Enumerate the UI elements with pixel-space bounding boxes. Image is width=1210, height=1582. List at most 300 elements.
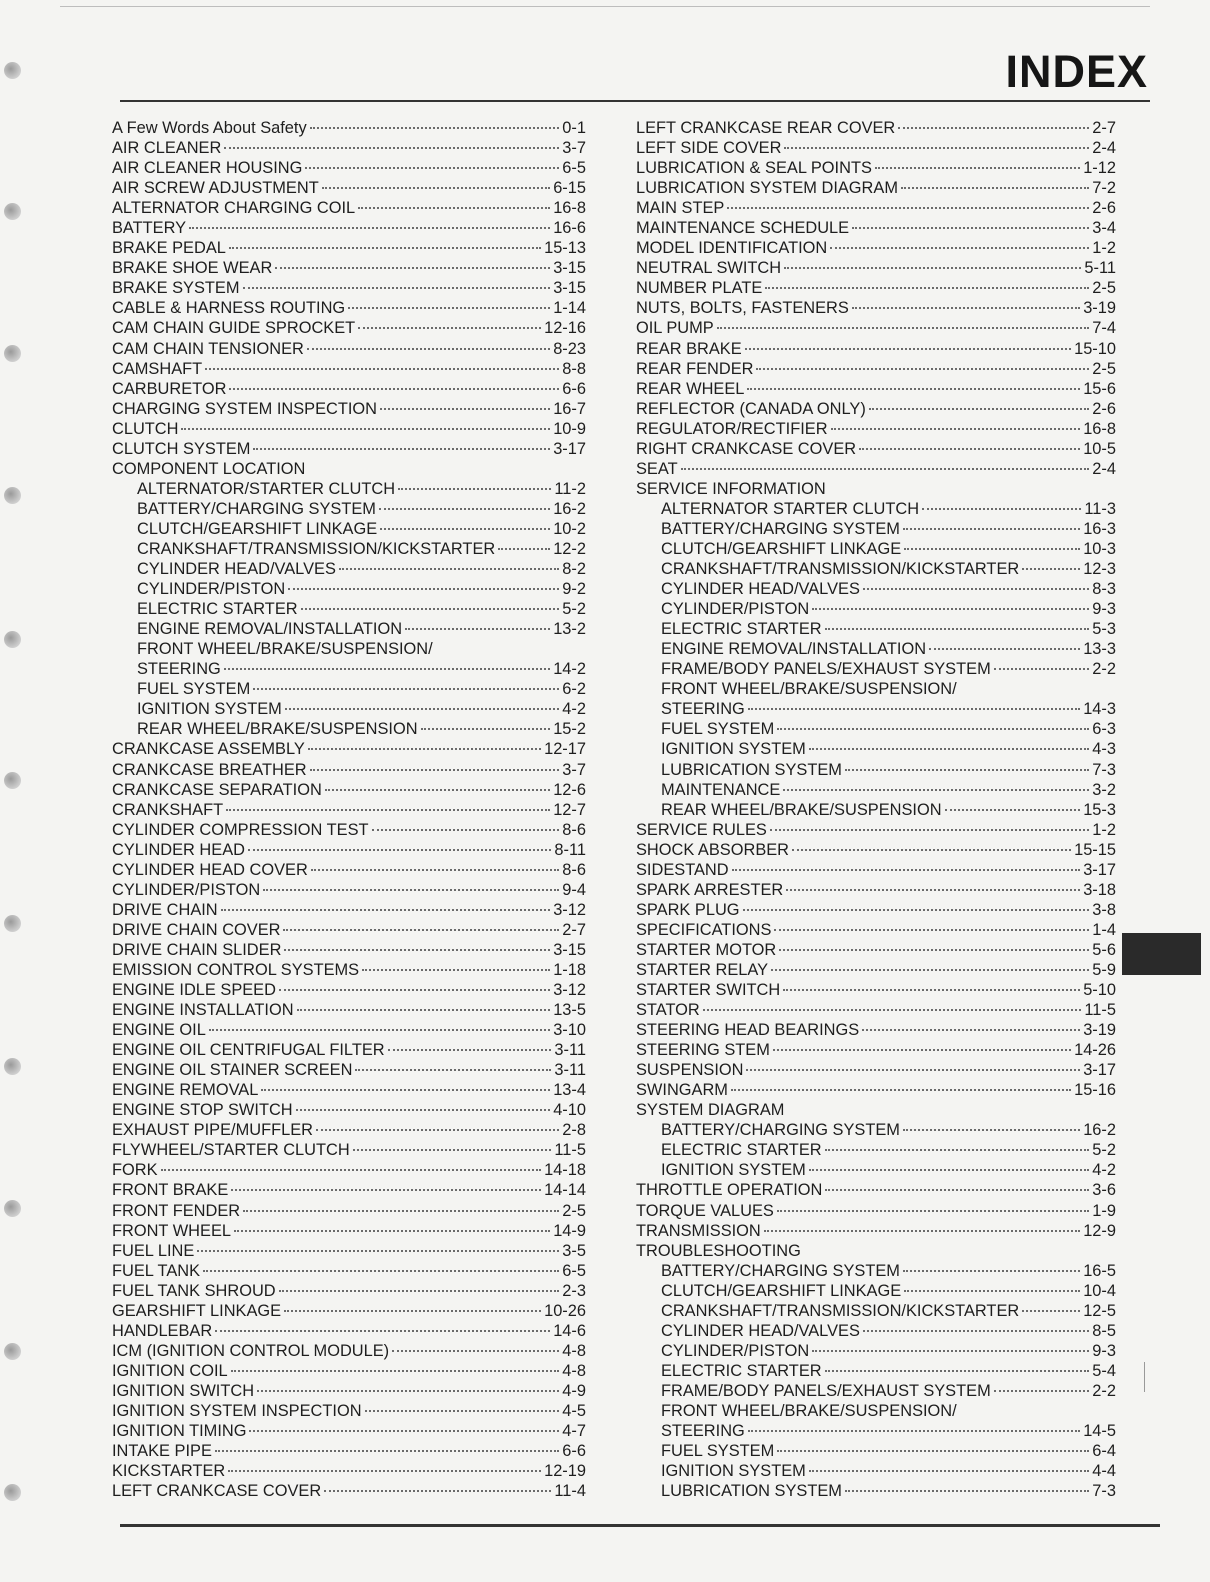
index-entry [112, 840, 586, 860]
dot-leader [226, 809, 550, 811]
index-entry [112, 298, 586, 318]
index-entry [112, 238, 586, 258]
entry-label: REFLECTOR (CANADA ONLY) [636, 399, 866, 418]
dot-leader [405, 628, 550, 630]
entry-page-number: 2-4 [1092, 459, 1116, 478]
entry-page-number: 15-6 [1083, 379, 1116, 398]
dot-leader [859, 448, 1080, 450]
entry-label: SPARK ARRESTER [636, 880, 784, 899]
index-entry [112, 1261, 586, 1281]
dot-leader [310, 769, 560, 771]
index-entry [112, 379, 586, 399]
dot-leader [901, 187, 1089, 189]
entry-label: CLUTCH/GEARSHIFT LINKAGE [137, 519, 378, 538]
entry-label: CAMSHAFT [112, 359, 203, 378]
entry-label: FUEL SYSTEM [661, 720, 775, 739]
entry-page-number: 10-5 [1083, 439, 1116, 458]
entry-label: SWINGARM [636, 1081, 728, 1100]
entry-page-number: 7-3 [1092, 760, 1116, 779]
entry-page-number: 10-26 [544, 1301, 586, 1320]
binder-hole-icon [4, 62, 21, 79]
index-entry [112, 1140, 586, 1160]
entry-page-number: 5-4 [1092, 1361, 1116, 1380]
dot-leader [825, 1370, 1090, 1372]
entry-label: LUBRICATION SYSTEM DIAGRAM [636, 179, 898, 198]
dot-leader [777, 1450, 1089, 1452]
index-entry [636, 1080, 1116, 1100]
entry-label: BATTERY/CHARGING SYSTEM [661, 519, 900, 538]
index-entry [112, 479, 586, 499]
dot-leader [288, 588, 559, 590]
dot-leader [764, 1230, 1080, 1232]
entry-page-number: 3-17 [553, 439, 586, 458]
entry-label: TROUBLESHOOTING [636, 1241, 801, 1260]
dot-leader [809, 748, 1090, 750]
index-entry [636, 1341, 1116, 1361]
index-entry [112, 940, 586, 960]
entry-page-number: 16-7 [553, 399, 586, 418]
entry-label: THROTTLE OPERATION [636, 1181, 823, 1200]
index-entry [636, 158, 1116, 178]
index-entry [112, 619, 586, 639]
entry-page-number: 3-12 [553, 981, 586, 1000]
dot-leader [365, 1410, 560, 1412]
entry-page-number: 5-9 [1092, 960, 1116, 979]
entry-page-number: 11-5 [1084, 1001, 1116, 1020]
dot-leader [248, 849, 551, 851]
dot-leader [316, 1129, 559, 1131]
entry-label: FLYWHEEL/STARTER CLUTCH [112, 1141, 350, 1160]
entry-label: STEERING STEM [636, 1041, 770, 1060]
entry-page-number: 6-3 [1092, 720, 1116, 739]
entry-page-number: 7-4 [1092, 319, 1116, 338]
dot-leader [1022, 568, 1080, 570]
index-entry [112, 1020, 586, 1040]
dot-leader [748, 708, 1080, 710]
index-entry [636, 559, 1116, 579]
binder-hole-icon [4, 1343, 21, 1360]
entry-label: ELECTRIC STARTER [661, 1361, 822, 1380]
entry-label: ENGINE REMOVAL/INSTALLATION [661, 640, 927, 659]
index-column-left [112, 118, 586, 1501]
index-entry [112, 679, 586, 699]
index-entry [636, 1020, 1116, 1040]
entry-label: FRAME/BODY PANELS/EXHAUST SYSTEM [661, 660, 991, 679]
entry-label: DRIVE CHAIN COVER [112, 920, 281, 939]
entry-label: REAR BRAKE [636, 339, 742, 358]
entry-label: IGNITION SYSTEM [661, 1161, 806, 1180]
entry-label: ALTERNATOR CHARGING COIL [112, 199, 356, 218]
entry-page-number: 8-3 [1092, 580, 1116, 599]
entry-page-number: 3-2 [1092, 780, 1116, 799]
entry-page-number: 9-3 [1092, 600, 1116, 619]
entry-label: ENGINE OIL STAINER SCREEN [112, 1061, 353, 1080]
index-entry [112, 1160, 586, 1180]
index-entry [636, 1040, 1116, 1060]
index-entry [636, 499, 1116, 519]
index-entry [112, 519, 586, 539]
index-heading [636, 1241, 1116, 1261]
dot-leader [830, 247, 1089, 249]
index-entry [112, 1080, 586, 1100]
dot-leader [372, 829, 560, 831]
entry-page-number: 2-6 [1092, 399, 1116, 418]
index-entry [112, 1461, 586, 1481]
index-entry [636, 900, 1116, 920]
entry-label: A Few Words About Safety [112, 119, 307, 137]
dot-leader [774, 929, 1089, 931]
index-entry [636, 1120, 1116, 1140]
dot-leader [229, 388, 559, 390]
index-entry [636, 760, 1116, 780]
index-entry [112, 278, 586, 298]
dot-leader [209, 1029, 550, 1031]
entry-page-number: 8-6 [562, 860, 586, 879]
entry-label: STEERING HEAD BEARINGS [636, 1021, 860, 1040]
dot-leader [765, 287, 1089, 289]
entry-label: CYLINDER HEAD/VALVES [661, 580, 860, 599]
entry-label: SERVICE INFORMATION [636, 479, 826, 498]
dot-leader [310, 127, 560, 129]
entry-page-number: 13-5 [553, 1001, 586, 1020]
entry-page-number: 9-2 [562, 580, 586, 599]
entry-label: IGNITION COIL [112, 1361, 228, 1380]
entry-page-number: 14-3 [1083, 700, 1116, 719]
dot-leader [279, 989, 550, 991]
index-entry [636, 379, 1116, 399]
binder-hole-icon [4, 915, 21, 932]
entry-label: ELECTRIC STARTER [137, 600, 298, 619]
dot-leader [305, 167, 559, 169]
entry-page-number: 2-8 [562, 1121, 586, 1140]
index-entry [112, 800, 586, 820]
entry-page-number: 2-5 [562, 1201, 586, 1220]
entry-page-number: 10-2 [553, 519, 586, 538]
entry-page-number: 14-14 [544, 1181, 586, 1200]
entry-label: SERVICE RULES [636, 820, 767, 839]
entry-label: FUEL TANK [112, 1261, 201, 1280]
entry-page-number: 16-6 [553, 219, 586, 238]
dot-leader [903, 1270, 1080, 1272]
index-entry [112, 1120, 586, 1140]
entry-page-number: 3-11 [554, 1061, 586, 1080]
index-entry [112, 880, 586, 900]
index-entry [636, 940, 1116, 960]
index-entry [112, 1281, 586, 1301]
binder-hole-icon [4, 1058, 21, 1075]
entry-page-number: 5-11 [1084, 259, 1116, 278]
entry-page-number: 8-23 [553, 339, 586, 358]
entry-label: CLUTCH/GEARSHIFT LINKAGE [661, 1281, 902, 1300]
dot-leader [852, 227, 1089, 229]
index-entry [112, 1180, 586, 1200]
index-entry [112, 539, 586, 559]
dot-leader [253, 688, 559, 690]
index-entry [636, 439, 1116, 459]
title-rule [120, 100, 1150, 102]
index-entry [112, 1301, 586, 1321]
entry-label: TRANSMISSION [636, 1221, 761, 1240]
entry-label: ENGINE INSTALLATION [112, 1001, 294, 1020]
entry-label: LEFT SIDE COVER [636, 139, 782, 158]
entry-label: LEFT CRANKCASE REAR COVER [636, 119, 896, 137]
index-entry [112, 820, 586, 840]
entry-page-number: 3-19 [1083, 299, 1116, 318]
dot-leader [783, 989, 1080, 991]
entry-label: STARTER RELAY [636, 960, 769, 979]
index-entry [112, 719, 586, 739]
index-entry [636, 820, 1116, 840]
index-entry [112, 258, 586, 278]
dot-leader [308, 748, 541, 750]
dot-leader [358, 207, 550, 209]
index-entry [112, 960, 586, 980]
entry-page-number: 0-1 [562, 119, 586, 137]
index-entry [636, 920, 1116, 940]
dot-leader [994, 668, 1090, 670]
entry-page-number: 12-7 [553, 800, 586, 819]
entry-page-number: 4-4 [1092, 1462, 1116, 1481]
entry-page-number: 3-18 [1083, 880, 1116, 899]
entry-page-number: 2-5 [1092, 359, 1116, 378]
index-entry [636, 1421, 1116, 1441]
index-entry [112, 1441, 586, 1461]
binder-hole-icon [4, 631, 21, 648]
entry-label: AIR CLEANER [112, 139, 222, 158]
index-entry [112, 760, 586, 780]
entry-page-number: 4-8 [562, 1341, 586, 1360]
entry-page-number: 12-9 [1083, 1221, 1116, 1240]
index-entry [636, 1160, 1116, 1180]
entry-label: LUBRICATION & SEAL POINTS [636, 159, 872, 178]
dot-leader [681, 468, 1090, 470]
dot-leader [353, 1149, 552, 1151]
entry-label: ELECTRIC STARTER [661, 1141, 822, 1160]
dot-leader [825, 1189, 1089, 1191]
binder-hole-icon [4, 1200, 21, 1217]
entry-page-number: 1-18 [553, 960, 586, 979]
index-entry [112, 359, 586, 379]
entry-page-number: 11-5 [554, 1141, 586, 1160]
entry-label: ENGINE OIL [112, 1021, 206, 1040]
entry-page-number: 2-6 [1092, 199, 1116, 218]
entry-label: INTAKE PIPE [112, 1442, 212, 1461]
entry-page-number: 1-2 [1092, 820, 1116, 839]
dot-leader [253, 448, 550, 450]
index-entry [636, 298, 1116, 318]
dot-leader [783, 789, 1089, 791]
entry-label: NUTS, BOLTS, FASTENERS [636, 299, 849, 318]
index-entry [636, 1321, 1116, 1341]
index-entry [112, 980, 586, 1000]
dot-leader [777, 1210, 1089, 1212]
entry-label: ENGINE REMOVAL/INSTALLATION [137, 620, 403, 639]
entry-label: FUEL LINE [112, 1241, 195, 1260]
index-entry [636, 198, 1116, 218]
dot-leader [261, 1089, 550, 1091]
index-entry [112, 118, 586, 138]
dot-leader [324, 1490, 551, 1492]
dot-leader [863, 1330, 1089, 1332]
entry-label: ENGINE OIL CENTRIFUGAL FILTER [112, 1041, 385, 1060]
entry-label: TORQUE VALUES [636, 1201, 774, 1220]
dot-leader [898, 127, 1089, 129]
index-heading [636, 479, 1116, 499]
entry-page-number: 8-11 [554, 840, 586, 859]
index-entry [636, 419, 1116, 439]
index-entry [636, 399, 1116, 419]
dot-leader [831, 428, 1081, 430]
entry-label: IGNITION SYSTEM [661, 1462, 806, 1481]
entry-page-number: 3-12 [553, 900, 586, 919]
entry-label: IGNITION SYSTEM INSPECTION [112, 1402, 362, 1420]
dot-leader [812, 1350, 1089, 1352]
binder-hole-icon [4, 203, 21, 220]
entry-label: FUEL SYSTEM [137, 680, 251, 699]
dot-leader [285, 708, 560, 710]
entry-label: STARTER SWITCH [636, 981, 781, 1000]
entry-label: IGNITION SWITCH [112, 1381, 255, 1400]
dot-leader [747, 388, 1080, 390]
entry-label: CRANKSHAFT [112, 800, 224, 819]
entry-page-number: 7-3 [1092, 1482, 1116, 1501]
entry-page-number: 1-2 [1092, 239, 1116, 258]
entry-label: IGNITION SYSTEM [137, 700, 282, 719]
index-entry [636, 639, 1116, 659]
entry-label: SIDESTAND [636, 860, 729, 879]
entry-label: NEUTRAL SWITCH [636, 259, 782, 278]
index-entry [112, 1221, 586, 1241]
entry-label: REAR WHEEL/BRAKE/SUSPENSION [137, 720, 418, 739]
entry-label: DRIVE CHAIN [112, 900, 218, 919]
entry-label: SEAT [636, 459, 678, 478]
dot-leader [257, 1390, 559, 1392]
index-entry [636, 258, 1116, 278]
entry-label: FRONT WHEEL/BRAKE/SUSPENSION/ [137, 640, 433, 659]
entry-label: RIGHT CRANKCASE COVER [636, 439, 857, 458]
index-entry [112, 218, 586, 238]
entry-label: DRIVE CHAIN SLIDER [112, 940, 282, 959]
index-entry [112, 1241, 586, 1261]
entry-label: KICKSTARTER [112, 1462, 226, 1481]
index-entry [636, 659, 1116, 679]
entry-label: BATTERY/CHARGING SYSTEM [661, 1121, 900, 1140]
dot-leader [224, 668, 550, 670]
entry-label: CLUTCH SYSTEM [112, 439, 251, 458]
entry-label: IGNITION SYSTEM [661, 740, 806, 759]
index-heading [636, 1401, 1116, 1421]
index-entry [112, 499, 586, 519]
entry-page-number: 3-15 [553, 259, 586, 278]
entry-label: HANDLEBAR [112, 1321, 213, 1340]
entry-page-number: 15-3 [1083, 800, 1116, 819]
binder-hole-icon [4, 345, 21, 362]
entry-label: BATTERY [112, 219, 187, 238]
entry-page-number: 3-15 [553, 940, 586, 959]
index-entry [636, 1281, 1116, 1301]
entry-page-number: 2-2 [1092, 660, 1116, 679]
index-entry [636, 359, 1116, 379]
dot-leader [348, 307, 550, 309]
entry-page-number: 14-5 [1083, 1422, 1116, 1441]
entry-page-number: 14-6 [553, 1321, 586, 1340]
dot-leader [224, 147, 559, 149]
index-entry [636, 459, 1116, 479]
entry-label: CRANKSHAFT/TRANSMISSION/KICKSTARTER [137, 539, 496, 558]
dot-leader [770, 829, 1089, 831]
entry-label: CHARGING SYSTEM INSPECTION [112, 399, 378, 418]
entry-page-number: 3-8 [1092, 900, 1116, 919]
entry-page-number: 4-3 [1092, 740, 1116, 759]
entry-label: EXHAUST PIPE/MUFFLER [112, 1121, 313, 1140]
dot-leader [307, 348, 550, 350]
dot-leader [748, 1430, 1080, 1432]
entry-label: SYSTEM DIAGRAM [636, 1101, 785, 1120]
entry-page-number: 10-3 [1083, 539, 1116, 558]
index-entry [112, 439, 586, 459]
entry-page-number: 3-17 [1083, 1061, 1116, 1080]
index-entry [112, 178, 586, 198]
index-entry [636, 519, 1116, 539]
entry-page-number: 9-3 [1092, 1341, 1116, 1360]
entry-label: ALTERNATOR STARTER CLUTCH [661, 499, 920, 518]
entry-label: BRAKE SYSTEM [112, 279, 240, 298]
dot-leader [197, 1250, 559, 1252]
entry-page-number: 4-10 [553, 1101, 586, 1120]
entry-page-number: 13-4 [553, 1081, 586, 1100]
index-entry [636, 599, 1116, 619]
index-entry [636, 1201, 1116, 1221]
bottom-rule [120, 1524, 1160, 1527]
entry-label: STEERING [661, 1422, 745, 1441]
entry-page-number: 4-9 [562, 1381, 586, 1400]
entry-page-number: 5-2 [562, 600, 586, 619]
entry-label: MAINTENANCE SCHEDULE [636, 219, 850, 238]
entry-label: LUBRICATION SYSTEM [661, 760, 842, 779]
dot-leader [756, 368, 1089, 370]
dot-leader [231, 1370, 560, 1372]
index-entry [636, 619, 1116, 639]
index-entry [636, 339, 1116, 359]
index-heading [636, 679, 1116, 699]
entry-page-number: 1-12 [1083, 159, 1116, 178]
dot-leader [777, 728, 1089, 730]
dot-leader [358, 327, 541, 329]
dot-leader [786, 889, 1080, 891]
entry-page-number: 5-3 [1092, 620, 1116, 639]
dot-leader [903, 1129, 1080, 1131]
index-heading [112, 459, 586, 479]
dot-leader [731, 1089, 1071, 1091]
entry-label: CAM CHAIN GUIDE SPROCKET [112, 319, 356, 338]
entry-label: NUMBER PLATE [636, 279, 763, 298]
entry-page-number: 2-7 [1092, 119, 1116, 137]
entry-label: CYLINDER COMPRESSION TEST [112, 820, 369, 839]
dot-leader [904, 1290, 1080, 1292]
entry-label: IGNITION TIMING [112, 1422, 247, 1441]
entry-page-number: 15-13 [544, 239, 586, 258]
entry-page-number: 13-2 [553, 620, 586, 639]
entry-page-number: 16-2 [553, 499, 586, 518]
entry-page-number: 5-6 [1092, 940, 1116, 959]
entry-page-number: 11-2 [554, 479, 586, 498]
entry-label: CLUTCH/GEARSHIFT LINKAGE [661, 539, 902, 558]
entry-label: COMPONENT LOCATION [112, 459, 306, 478]
index-entry [112, 1341, 586, 1361]
index-entry [636, 1261, 1116, 1281]
dot-leader [746, 1069, 1080, 1071]
entry-label: FUEL TANK SHROUD [112, 1281, 276, 1300]
